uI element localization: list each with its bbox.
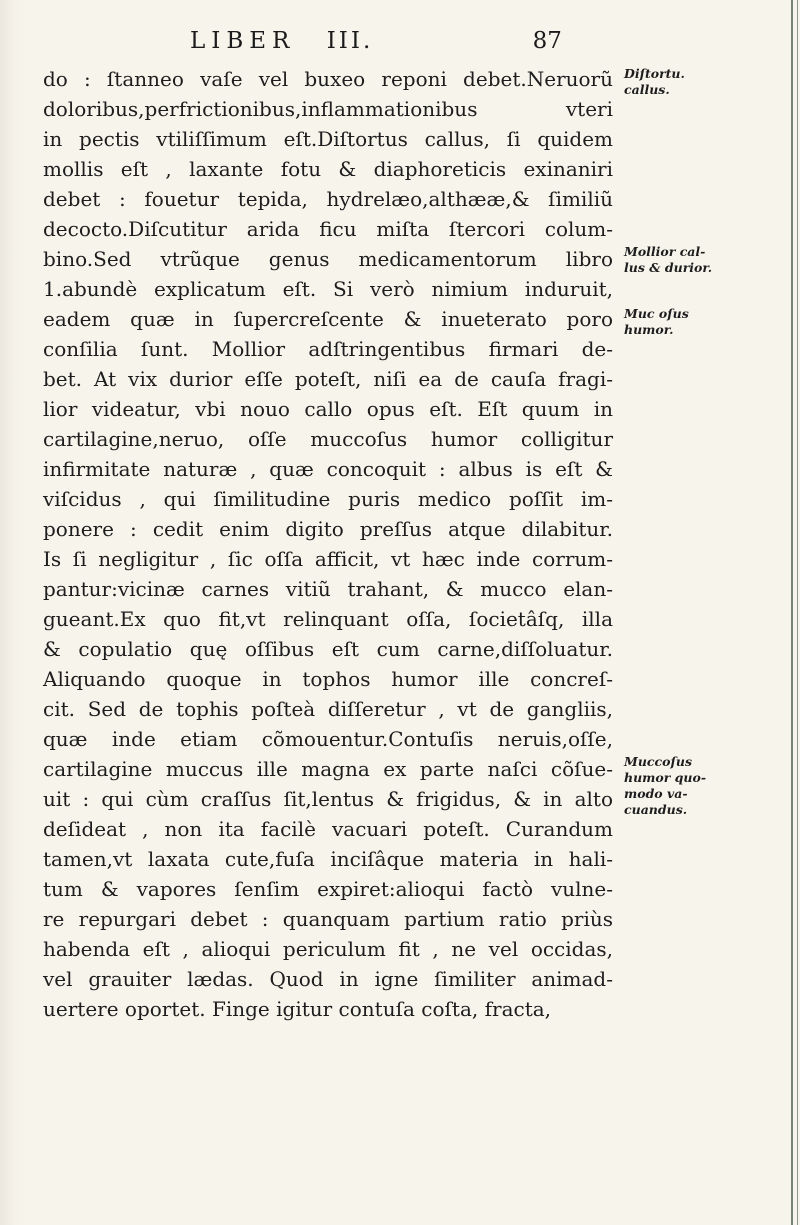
text-line: doloribus,perfrictionibus,inflammationibus vteri — [43, 97, 613, 121]
text-line: eadem quæ in ſupercreſcente & inueterato poro — [43, 307, 613, 331]
text-line: deſideat , non ita facilè vacuari poteſt. Curandum — [43, 817, 613, 841]
marginal-note-line: Muc oſus — [624, 306, 689, 321]
text-line: in pectis vtiliſſimum eſt.Diſtortus callus, ſi quidem — [43, 127, 613, 151]
text-line: infirmitate naturæ , quæ concoquit : albus is eſt & — [43, 457, 613, 481]
marginal-note-line: Diſtortu. — [624, 66, 685, 81]
text-line: ponere : cedit enim digito preſſus atque dilabitur. — [43, 517, 613, 541]
text-line: cartilagine,neruo, oſſe muccoſus humor colligitur — [43, 427, 613, 451]
text-line: viſcidus , qui ſimilitudine puris medico poſſit im- — [43, 487, 613, 511]
text-line: pantur:vicinæ carnes vitiũ trahant, & mucco elan- — [43, 577, 613, 601]
text-line: habenda eſt , alioqui periculum fit , ne vel occidas, — [43, 937, 613, 961]
marginal-note-line: humor. — [624, 322, 674, 337]
marginal-note-distortus-callus — [624, 66, 685, 98]
running-head-book: LIBER — [190, 28, 296, 54]
page-number: 87 — [532, 28, 562, 54]
text-line: cit. Sed de tophis poſteà diſſeretur , vt de gangliis, — [43, 697, 613, 721]
running-head — [190, 28, 562, 54]
text-line: bet. At vix durior eſſe poteſt, niſi ea de cauſa fragi- — [43, 367, 613, 391]
text-line: cartilagine muccus ille magna ex parte naſci cõſue- — [43, 757, 613, 781]
text-line: bino.Sed vtrũque genus medicamentorum libro — [43, 247, 613, 271]
text-line: re repurgari debet : quanquam partium ratio priùs — [43, 907, 613, 931]
marginal-note-mollior-callus — [624, 244, 712, 276]
text-line: & copulatio quę oſſibus eſt cum carne,diſſoluatur. — [43, 637, 613, 661]
text-line: quæ inde etiam cõmouentur.Contuſis neruis,oſſe, — [43, 727, 613, 751]
text-line: debet : fouetur tepida, hydrelæo,althææ,& ſimiliũ — [43, 187, 613, 211]
page-gutter-shadow — [0, 0, 26, 1225]
text-line: decocto.Diſcutitur arida ficu miſta ſtercori colum- — [43, 217, 613, 241]
marginal-note-line: callus. — [624, 82, 670, 97]
text-line: lior videatur, vbi nouo callo opus eſt. Eſt quum in — [43, 397, 613, 421]
body-text — [43, 64, 613, 1024]
page-edge-rule — [791, 0, 793, 1225]
text-line: uertere oportet. Finge igitur contuſa coſta, fracta, — [43, 997, 552, 1021]
marginal-note-line: humor quo- — [624, 770, 707, 785]
text-line: conſilia ſunt. Mollior adſtringentibus firmari de- — [43, 337, 613, 361]
text-line: 1.abundè explicatum eſt. Si verò nimium induruit, — [43, 277, 613, 301]
text-line: vel grauiter lædas. Quod in igne ſimiliter animad- — [43, 967, 613, 991]
marginal-note-line: cuandus. — [624, 802, 688, 817]
marginal-note-muccosus-humor — [624, 306, 689, 338]
marginal-note-line: Mollior cal- — [624, 244, 706, 259]
page-edge-rule — [797, 0, 798, 1225]
text-line: Aliquando quoque in tophos humor ille concreſ- — [43, 667, 613, 691]
text-line: uit : qui cùm craſſus ſit,lentus & frigidus, & in alto — [43, 787, 613, 811]
text-line: tum & vapores ſenſim expiret:alioqui factò vulne- — [43, 877, 613, 901]
text-line: gueant.Ex quo fit,vt relinquant oſſa, ſocietâſq, illa — [43, 607, 613, 631]
marginal-note-line: lus & durior. — [624, 260, 713, 275]
running-head-book-number: III. — [326, 28, 374, 54]
text-line: mollis eſt , laxante fotu & diaphoreticis exinaniri — [43, 157, 613, 181]
marginal-note-muccosus-vacuandus — [624, 754, 706, 818]
text-line: do : ſtanneo vaſe vel buxeo reponi debet.Neruorũ — [43, 67, 613, 91]
text-line: Is ſi negligitur , ſic oſſa afficit, vt hæc inde corrum- — [43, 547, 613, 571]
text-line: tamen,vt laxata cute,fuſa inciſâque materia in hali- — [43, 847, 613, 871]
marginal-note-line: Muccoſus — [624, 754, 692, 769]
marginal-note-line: modo va- — [624, 786, 688, 801]
